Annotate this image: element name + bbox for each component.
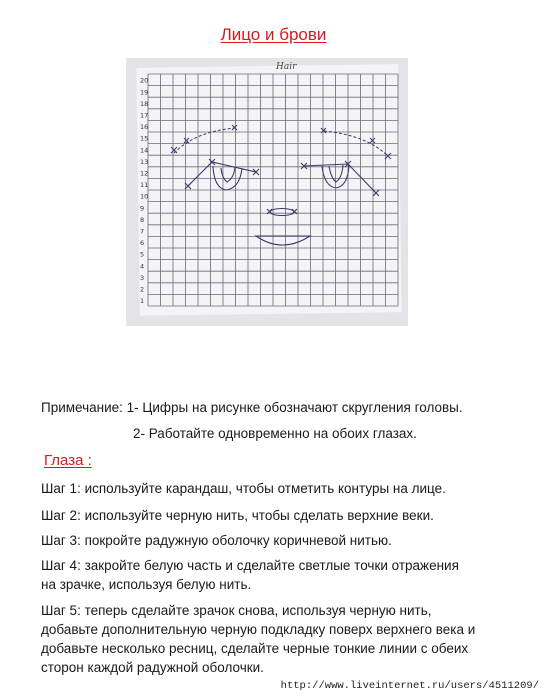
step-4-line-2: на зрачке, используя белую нить. [41,577,252,592]
step-5-line-1: Шаг 5: теперь сделайте зрачок снова, используя черную нить, [41,603,432,618]
step-4 [41,556,521,594]
face-pattern-photo [126,58,408,326]
row-number-label: 13 [140,157,149,166]
hair-label: Hair [276,62,297,72]
eyes-heading: Глаза : [44,452,92,469]
row-number-label: 8 [140,215,145,224]
step-5-line-3: добавьте несколько ресниц, сделайте черные тонкие линии с обеих [41,641,469,656]
row-number-label: 17 [140,111,149,120]
step-5-line-2: добавьте дополнительную черную подкладку поверх верхнего века и [41,622,476,637]
row-number-label: 2 [140,285,145,294]
row-number-label: 16 [140,123,149,132]
step-2-line-1: Шаг 2: используйте черную нить, чтобы сделать верхние веки. [41,508,434,523]
step-1-line-1: Шаг 1: используйте карандаш, чтобы отметить контуры на лице. [41,481,446,496]
face-grid-diagram [126,58,408,326]
row-number-label: 19 [140,88,149,97]
row-number-label: 20 [140,76,149,85]
row-number-label: 9 [140,204,145,213]
row-number-label: 14 [140,146,149,155]
row-number-label: 18 [140,99,149,108]
row-number-label: 3 [140,273,145,282]
row-number-label: 11 [140,181,149,190]
row-number-label: 7 [140,227,145,236]
step-3-line-1: Шаг 3: покройте радужную оболочку коричневой нитью. [41,533,392,548]
step-1 [41,479,521,498]
step-2 [41,506,521,525]
row-number-label: 10 [140,192,149,201]
page-title: Лицо и брови [220,25,327,44]
step-4-line-1: Шаг 4: закройте белую часть и сделайте светлые точки отражения [41,558,459,573]
row-number-label: 12 [140,169,149,178]
source-url[interactable]: http://www.liveinternet.ru/users/4511209/ [280,680,539,692]
row-number-label: 15 [140,134,149,143]
row-number-label: 4 [140,262,145,271]
row-number-label: 1 [140,297,145,306]
note-line-1: Примечание: 1- Цифры на рисунке обозначают скругления головы. [41,400,463,415]
row-number-label: 6 [140,239,145,248]
step-5-line-4: сторон каждой радужной оболочки. [41,660,264,675]
step-5 [41,601,521,677]
step-3 [41,531,521,550]
row-number-label: 5 [140,250,145,259]
note-line-2: 2- Работайте одновременно на обоих глазах. [133,426,417,441]
